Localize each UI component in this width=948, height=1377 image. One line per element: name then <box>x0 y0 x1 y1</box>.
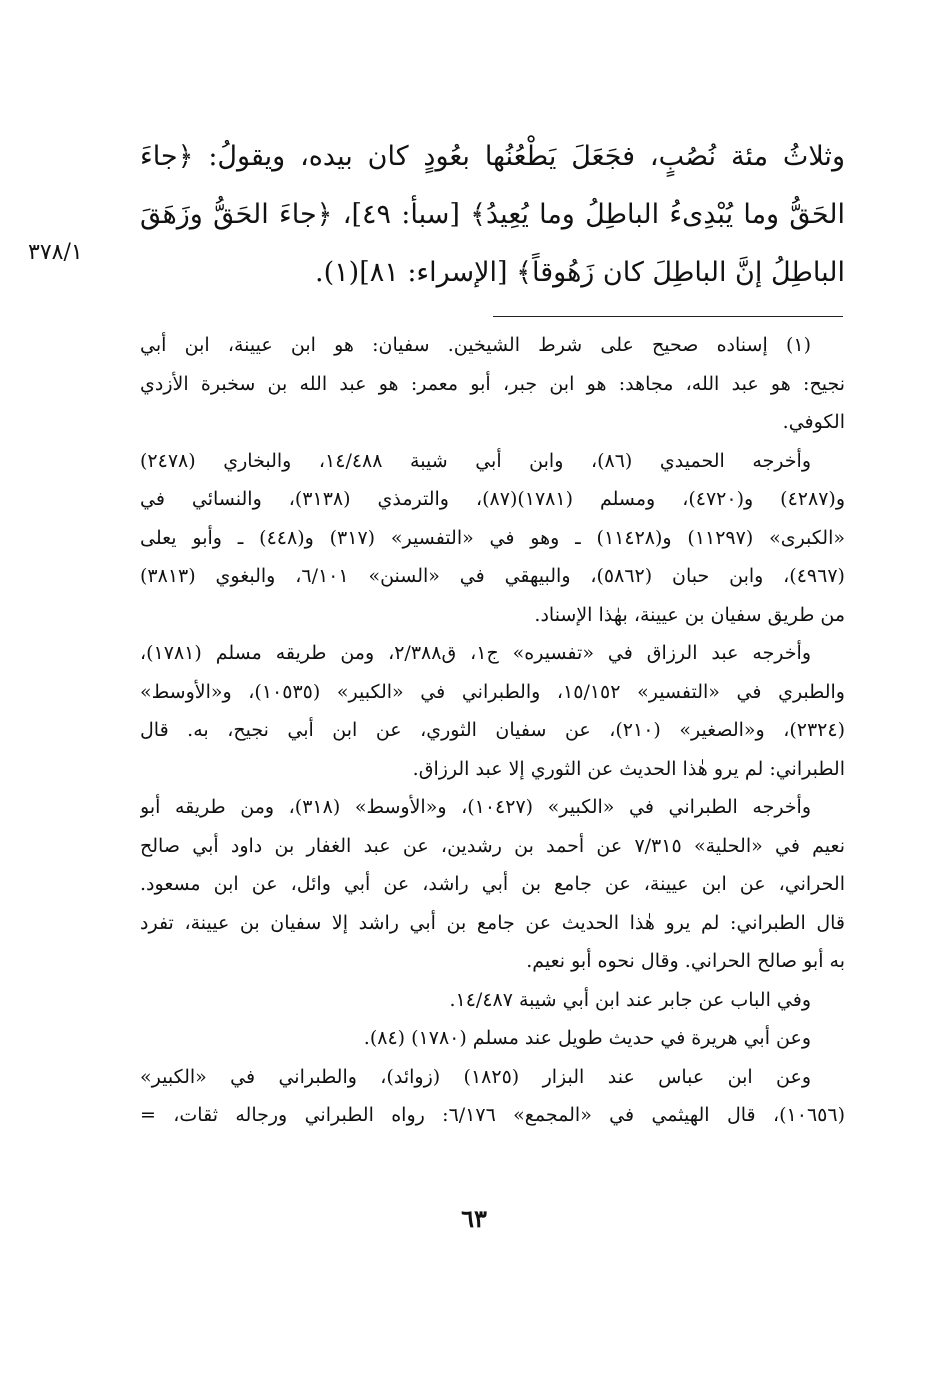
footnote-line: و(٤٢٨٧) و(٤٧٢٠)، ومسلم (١٧٨١)(٨٧)، والترمذي (٣١٣٨)، والنسائي في <box>140 488 845 510</box>
footnote-line: (١٠٦٥٦)، قال الهيثمي في «المجمع» ٦/١٧٦: رواه الطبراني ورجاله ثقات، = <box>140 1104 845 1126</box>
footnote-line: الحراني، عن ابن عيينة، عن جامع بن أبي راشد، عن أبي وائل، عن ابن مسعود. <box>140 873 845 895</box>
footnote-line: وأخرجه الطبراني في «الكبير» (١٠٤٢٧)، و«الأوسط» (٣١٨)، ومن طريقه أبو <box>140 796 811 818</box>
footnote-line: (٢٣٢٤)، و«الصغير» (٢١٠)، عن سفيان الثوري، عن ابن أبي نجيح، به. قال <box>140 719 845 741</box>
main-text-line: وثلاثُ مئة نُصُبٍ، فجَعَلَ يَطْعُنُها بعُودٍ كان بيده، ويقولُ: ﴿جاءَ <box>140 141 845 172</box>
footnote-line: قال الطبراني: لم يرو هٰذا الحديث عن جامع بن أبي راشد إلا سفيان بن عيينة، تفرد <box>140 911 845 934</box>
footnote-separator <box>493 316 843 317</box>
footnote-line: وأخرجه الحميدي (٨٦)، وابن أبي شيبة ١٤/٤٨٨، والبخاري (٢٤٧٨) <box>140 449 811 472</box>
footnote-line: الكوفي. <box>782 411 845 433</box>
main-text-line: الباطِلُ إنَّ الباطِلَ كان زَهُوقاً﴾ [الإسراء: ٨١](١). <box>315 257 845 288</box>
footnote-line: (٤٩٦٧)، وابن حبان (٥٨٦٢)، والبيهقي في «السنن» ٦/١٠١، والبغوي (٣٨١٣) <box>140 565 845 587</box>
footnote-line: الطبراني: لم يرو هٰذا الحديث عن الثوري إلا عبد الرزاق. <box>412 757 845 780</box>
footnote-line: (١) إسناده صحيح على شرط الشيخين. سفيان: هو ابن عيينة، ابن أبي <box>140 334 811 356</box>
main-text-block <box>140 128 845 302</box>
footnote-line: «الكبرى» (١١٢٩٧) و(١١٤٢٨) ـ وهو في «التفسير» (٣١٧) و(٤٤٨) ـ وأبو يعلى <box>140 526 845 549</box>
main-text-line: الحَقُّ وما يُبْدِىءُ الباطِلُ وما يُعِيدُ﴾ [سبأ: ٤٩]، ﴿جاءَ الحَقُّ وزَهَقَ <box>140 199 845 230</box>
margin-volume-reference: ٣٧٨/١ <box>28 240 83 265</box>
footnote-line: من طريق سفيان بن عيينة، بهٰذا الإسناد. <box>534 603 845 626</box>
footnote-line: وفي الباب عن جابر عند ابن أبي شيبة ١٤/٤٨٧. <box>449 988 811 1011</box>
footnote-line: وأخرجه عبد الرزاق في «تفسيره» ج١، ق٢/٣٨٨، ومن طريقه مسلم (١٧٨١)، <box>140 642 811 664</box>
footnotes-block <box>140 326 845 1135</box>
footnote-line: وعن ابن عباس عند البزار (١٨٢٥) (زوائد)، والطبراني في «الكبير» <box>140 1065 812 1088</box>
footnote-line: وعن أبي هريرة في حديث طويل عند مسلم (١٧٨٠) (٨٤). <box>363 1027 811 1049</box>
footnote-line: نعيم في «الحلية» ٧/٣١٥ عن أحمد بن رشدين، عن عبد الغفار بن داود أبي صالح <box>140 834 845 857</box>
footnote-line: والطبري في «التفسير» ١٥/١٥٢، والطبراني في «الكبير» (١٠٥٣٥)، و«الأوسط» <box>140 680 845 703</box>
footnote-line: نجيح: هو عبد الله، مجاهد: هو ابن جبر، أبو معمر: هو عبد الله بن سخبرة الأزدي <box>140 372 845 395</box>
footnote-line: به أبو صالح الحراني. وقال نحوه أبو نعيم. <box>526 950 845 972</box>
page-number: ٦٣ <box>461 1204 487 1233</box>
